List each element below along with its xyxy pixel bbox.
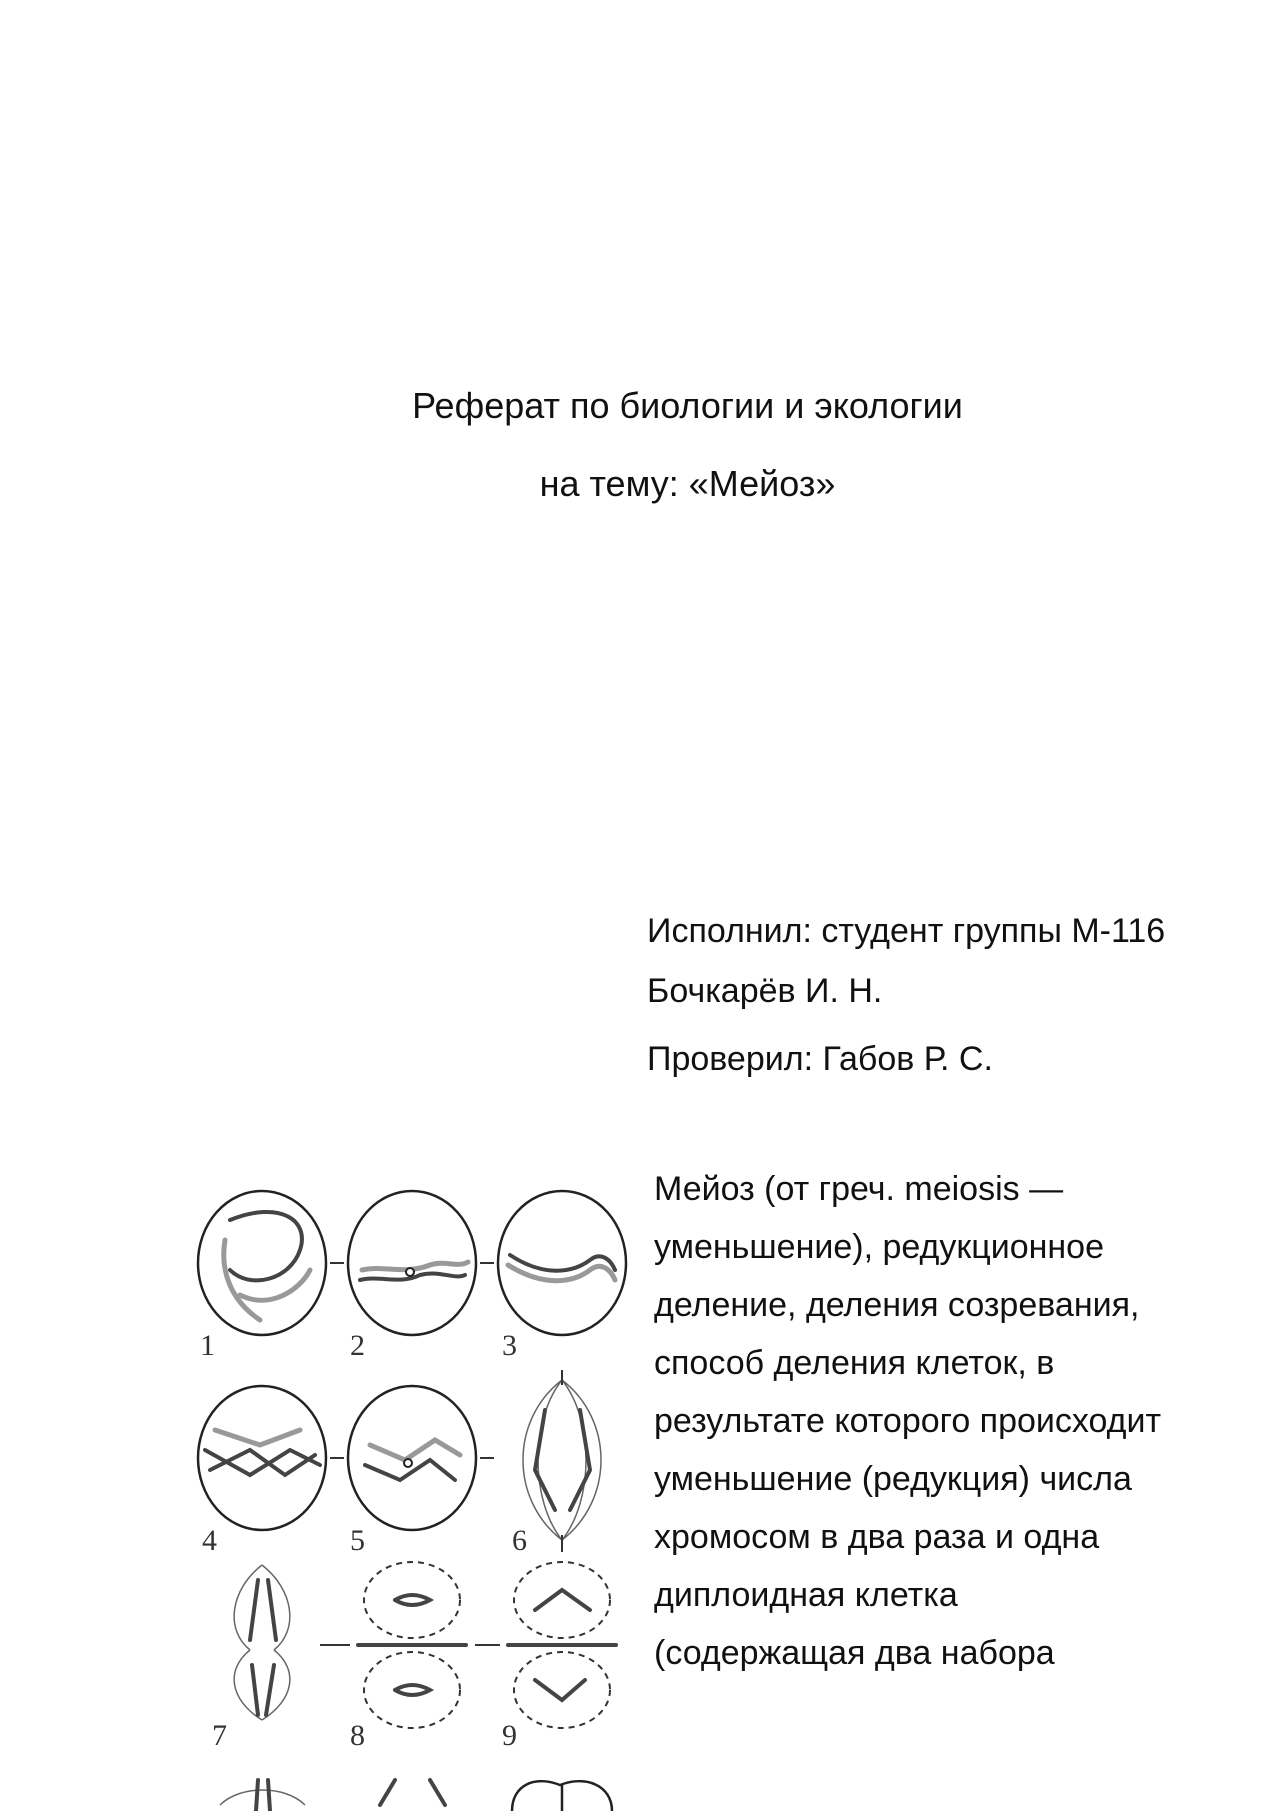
stage-6-spindle [523, 1370, 601, 1552]
stage-4-cell [198, 1386, 326, 1530]
body-line: результате которого происходит [654, 1402, 1162, 1440]
stage-5-cell [348, 1386, 476, 1530]
body-line: уменьшение (редукция) числа [654, 1460, 1132, 1498]
stage-7-spindle [234, 1565, 290, 1720]
body-line: (содержащая два набора [654, 1634, 1055, 1672]
body-line: диплоидная клетка [654, 1576, 958, 1614]
stage-8-cells [358, 1562, 466, 1728]
stage-row-4 [220, 1780, 612, 1811]
body-line: хромосом в два раза и одна [654, 1518, 1100, 1556]
body-paragraph [654, 1160, 1214, 1682]
stage-label: 6 [512, 1524, 527, 1557]
title-line-1: Реферат по биологии и экологии [412, 385, 963, 426]
stage-label: 3 [502, 1329, 517, 1362]
stage-1-cell [198, 1191, 326, 1335]
stage-2-cell [348, 1191, 476, 1335]
stage-label: 1 [200, 1329, 215, 1362]
stage-3-cell [498, 1191, 626, 1335]
checked-by: Проверил: Габов Р. С. [647, 1040, 993, 1078]
body-line: деление, деления созревания, [654, 1286, 1140, 1324]
stage-label: 7 [212, 1719, 227, 1752]
title-line-2: на тему: «Мейоз» [539, 463, 836, 504]
stage-label: 8 [350, 1719, 365, 1752]
stage-label: 9 [502, 1719, 517, 1752]
student-name: Бочкарёв И. Н. [647, 972, 883, 1010]
meiosis-diagram [190, 1180, 630, 1811]
performed-by: Исполнил: студент группы М-116 [647, 912, 1166, 950]
stage-9-cells [508, 1562, 616, 1728]
body-line: уменьшение), редукционное [654, 1228, 1105, 1266]
stage-label: 4 [202, 1524, 217, 1557]
body-line: Мейоз (от греч. meiosis — [654, 1170, 1064, 1208]
stage-label: 2 [350, 1329, 365, 1362]
stage-label: 5 [350, 1524, 365, 1557]
body-line: способ деления клеток, в [654, 1344, 1055, 1382]
